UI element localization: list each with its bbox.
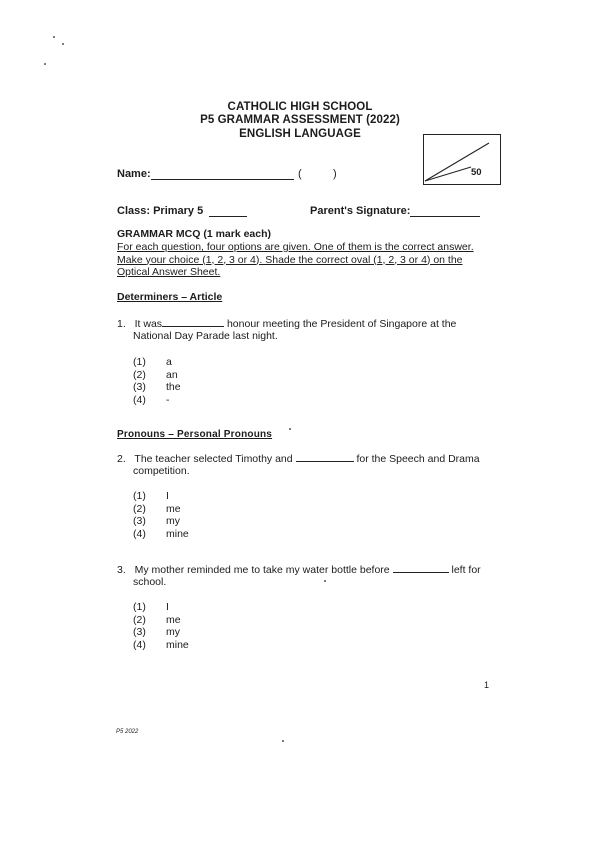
index-paren-open: ( [298,168,302,180]
option-text: the [166,381,181,393]
topic-articles: Determiners – Article [117,291,223,303]
answer-blank [296,461,354,462]
scan-speck [324,580,326,582]
scan-speck [62,43,64,45]
question-number: 2. [117,453,126,465]
question-text-after: honour meeting the President of Singapore at the [226,318,457,330]
option-number: (1) [133,356,146,368]
question-3-line2: school. [133,576,167,588]
question-text-after: left for [451,564,481,576]
option-row[interactable] [133,369,181,382]
school-name: CATHOLIC HIGH SCHOOL [227,101,373,113]
option-text: mine [166,527,189,540]
option-row[interactable] [133,614,189,627]
option-text: my [166,515,180,527]
signature-label: Parent's Signature: [310,205,411,217]
name-label: Name: [117,168,151,180]
option-text: a [166,356,172,368]
section-title: GRAMMAR MCQ (1 mark each) [117,228,272,240]
question-2-options [133,490,189,540]
option-row[interactable] [133,503,189,516]
option-text: I [166,490,169,502]
signature-blank[interactable] [410,216,480,217]
option-text: me [166,613,181,626]
option-text: an [166,368,178,381]
score-total: 50 [471,167,482,178]
option-text: mine [166,638,189,651]
footer-code: P5 2022 [116,729,139,735]
assessment-title: P5 GRAMMAR ASSESSMENT (2022) [200,114,400,126]
question-2-line2: competition. [133,465,190,477]
page-number: 1 [484,680,490,690]
answer-blank [162,326,224,327]
index-paren-close: ) [333,168,337,180]
option-number: (1) [133,601,146,613]
question-number: 3. [117,564,126,576]
option-number: (2) [133,368,146,381]
option-number: (1) [133,490,146,502]
option-row[interactable] [133,601,189,614]
option-text: - [166,393,170,406]
answer-blank [393,572,449,573]
question-1 [117,318,456,330]
option-number: (4) [133,638,146,651]
score-diagonal [423,134,501,185]
score-box [423,134,501,185]
scan-speck [53,36,55,38]
scan-speck [282,740,284,742]
option-number: (3) [133,381,146,393]
question-3 [117,564,481,576]
question-text-before: It was [134,318,163,330]
name-blank[interactable] [151,179,294,180]
option-text: me [166,502,181,515]
class-label: Class: Primary 5 [117,205,204,217]
option-row[interactable] [133,381,181,394]
question-text-before: My mother reminded me to take my water bottle before [134,564,390,576]
section-instructions: For each question, four options are given. One of them is the correct answer. Make your choice (1, 2, 3 or 4). Shade the correct oval (1, 2, 3 or 4) on the Optical Answer Sheet. [117,241,474,278]
question-2 [117,453,480,465]
option-row[interactable] [133,356,181,369]
question-text-after: for the Speech and Drama [356,453,480,465]
option-number: (2) [133,613,146,626]
question-1-line2: National Day Parade last night. [133,330,278,342]
scan-speck [44,63,46,65]
option-row[interactable] [133,394,181,407]
option-text: I [166,601,169,613]
scan-speck [289,428,291,430]
question-text-before: The teacher selected Timothy and [134,453,293,465]
option-number: (3) [133,515,146,527]
question-number: 1. [117,318,126,330]
option-row[interactable] [133,490,189,503]
topic-pronouns: Pronouns – Personal Pronouns [117,429,273,440]
option-row[interactable] [133,639,189,652]
option-number: (2) [133,502,146,515]
option-row[interactable] [133,528,189,541]
class-blank[interactable] [209,216,247,217]
option-number: (4) [133,527,146,540]
subject-title: ENGLISH LANGUAGE [239,128,361,140]
option-text: my [166,626,180,638]
option-number: (4) [133,393,146,406]
option-row[interactable] [133,515,189,528]
option-row[interactable] [133,626,189,639]
option-number: (3) [133,626,146,638]
question-3-options [133,601,189,651]
question-1-options [133,356,181,406]
